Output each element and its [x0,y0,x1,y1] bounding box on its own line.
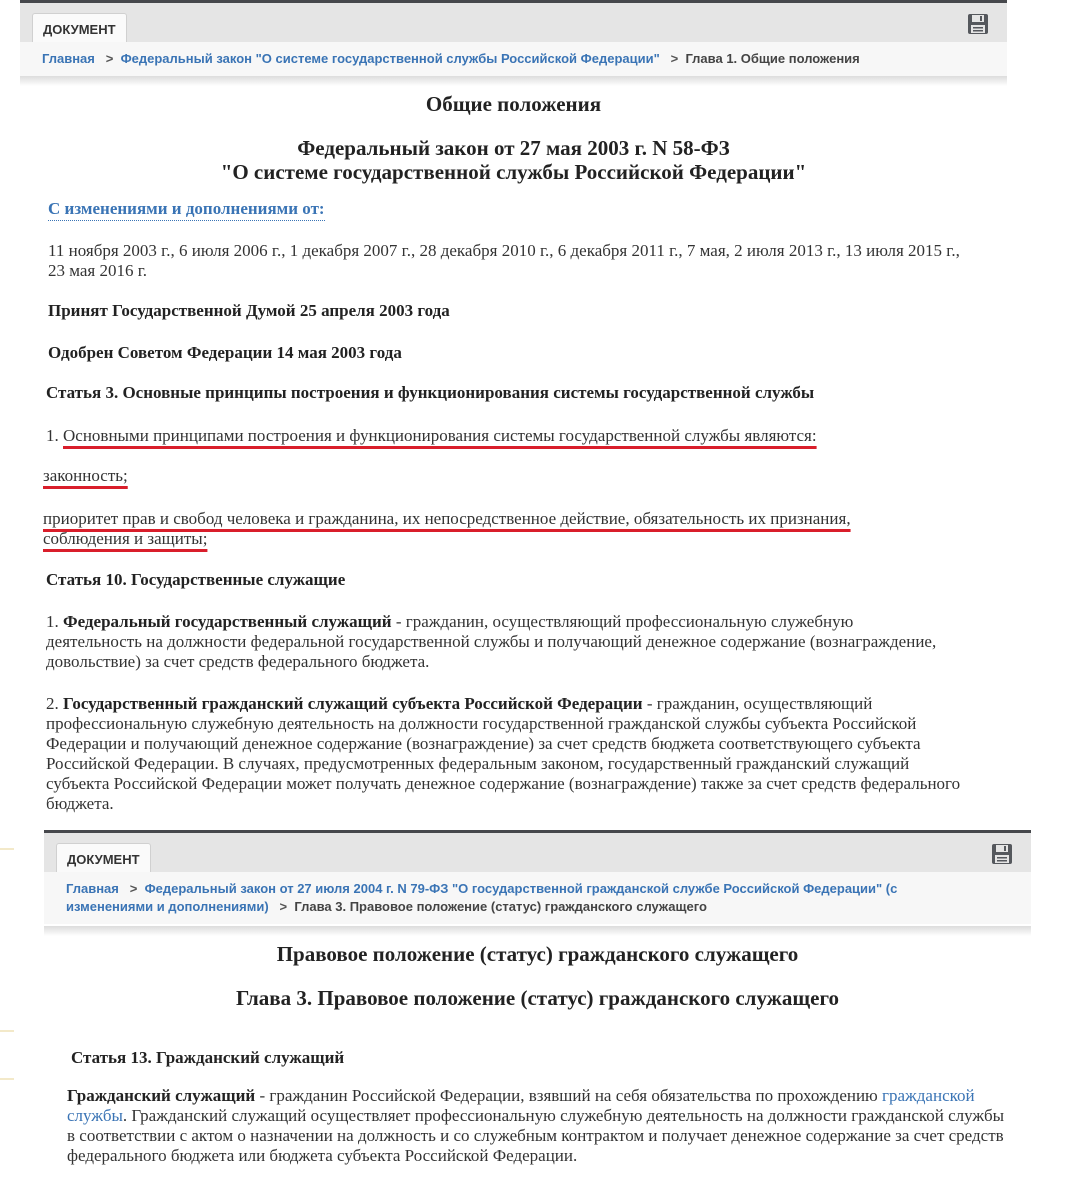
adopted-note: Принят Государственной Думой 25 апреля 2003 года [48,301,450,320]
law-title-line-2: "О системе государственной службы Российской Федерации" [220,160,807,184]
chapter-title: Глава 3. Правовое положение (статус) гражданского служащего [236,986,839,1010]
floppy-disk-icon[interactable] [991,843,1013,865]
document-toolbar [44,830,1031,872]
floppy-disk-icon[interactable] [967,13,989,35]
art3-paragraph-1 [46,426,817,446]
page-title: Общие положения [425,92,602,116]
definition-text: - гражданин, осуществляющий профессиональную служебную деятельность на должности государственной гражданской службы субъекта Российской Федерации и получающий денежное содержание (вознаграждение) за счет средств бюджета соответствующего субъекта Российской Федерации. В случаях, предусмотренных федеральным законом, государственный гражданский служащий субъекта Российской Федерации может получать денежное содержание (вознаграждение) также за счет средств федерального бюджета. [46,694,961,813]
breadcrumb-law[interactable]: Федеральный закон от 27 июля 2004 г. N 79-ФЗ "О государственной гражданской службе Российской Федерации" (с изменениями и дополнениями) [66,881,898,914]
breadcrumb-home[interactable]: Главная [66,881,119,896]
page-title: Правовое положение (статус) гражданского служащего [276,942,799,966]
underlined-principles-text: Основными принципами построения и функционирования системы государственной службы являются: [63,426,817,445]
divider [44,926,1031,936]
term-federal-servant: Федеральный государственный служащий [63,612,392,631]
breadcrumb-current: Глава 3. Правовое положение (статус) гражданского служащего [294,899,707,914]
breadcrumb-home[interactable]: Главная [42,51,95,66]
civil-service-link[interactable]: гражданской службы [67,1086,975,1125]
document-panel-1 [20,0,1007,820]
definition-text-continued: . Гражданский служащий осуществляет профессиональную служебную деятельность на должности гражданской службы в соответствии с актом о назначении на должность и со служебным контрактом и получает денежное содержание за счет средств федерального бюджета или бюджета субъекта Российской Федерации. [67,1106,1005,1165]
approved-note: Одобрен Советом Федерации 14 мая 2003 года [48,343,402,362]
document-tab[interactable]: ДОКУМЕНТ [56,843,151,875]
definition-text: - гражданин, осуществляющий профессиональную служебную деятельность на должности федеральной государственной службы и получающий денежное содержание (вознаграждение, довольствие) за счет средств федерального бюджета. [46,612,937,671]
decorative-mark [0,1078,14,1080]
amendments-link[interactable]: С изменениями и дополнениями от: [48,199,325,221]
paragraph-number: 1. [46,612,59,631]
term-regional-servant: Государственный гражданский служащий субъекта Российской Федерации [63,694,643,713]
amendment-dates: 11 ноября 2003 г., 6 июля 2006 г., 1 декабря 2007 г., 28 декабря 2010 г., 6 декабря 2011 г., 7 мая, 2 июля 2013 г., 13 июля 2015 г., 23 мая 2016 г. [48,241,960,280]
paragraph-number: 1. [46,426,59,445]
art3-legality: законность; [43,466,128,485]
article-13-title: Статья 13. Гражданский служащий [71,1048,345,1067]
art10-paragraph-2 [46,694,976,814]
definition-text: - гражданин Российской Федерации, взявший на себя обязательства по прохождению [255,1086,883,1105]
breadcrumb-law[interactable]: Федеральный закон "О системе государственной службы Российской Федерации" [120,51,660,66]
divider [20,76,1007,86]
law-title-line-1: Федеральный закон от 27 мая 2003 г. N 58-ФЗ [297,136,730,160]
document-tab[interactable]: ДОКУМЕНТ [32,13,127,45]
article-10-title: Статья 10. Государственные служащие [46,570,346,589]
law-title [20,136,1007,184]
paragraph-number: 2. [46,694,59,713]
article-3-title: Статья 3. Основные принципы построения и функционирования системы государственной службы [46,383,815,402]
document-toolbar [20,0,1007,42]
breadcrumb: Главная > Федеральный закон "О системе государственной службы Российской Федерации" > Глава 1. Общие положения [20,42,1007,76]
art13-paragraph [67,1086,1007,1166]
breadcrumb-current: Глава 1. Общие положения [685,51,860,66]
art10-paragraph-1 [46,612,946,672]
art3-priority: приоритет прав и свобод человека и гражданина, их непосредственное действие, обязательность их признания, соблюдения и защиты; [43,509,851,548]
breadcrumb: Главная > Федеральный закон от 27 июля 2004 г. N 79-ФЗ "О государственной гражданской службе Российской Федерации" (с изменениями и дополнениями) > Глава 3. Правовое положение (статус) гражданского служащего [44,872,1031,924]
decorative-mark [0,1030,14,1032]
term-civil-servant: Гражданский служащий [67,1086,256,1105]
document-panel-2 [44,830,1031,1200]
decorative-mark [0,848,14,850]
